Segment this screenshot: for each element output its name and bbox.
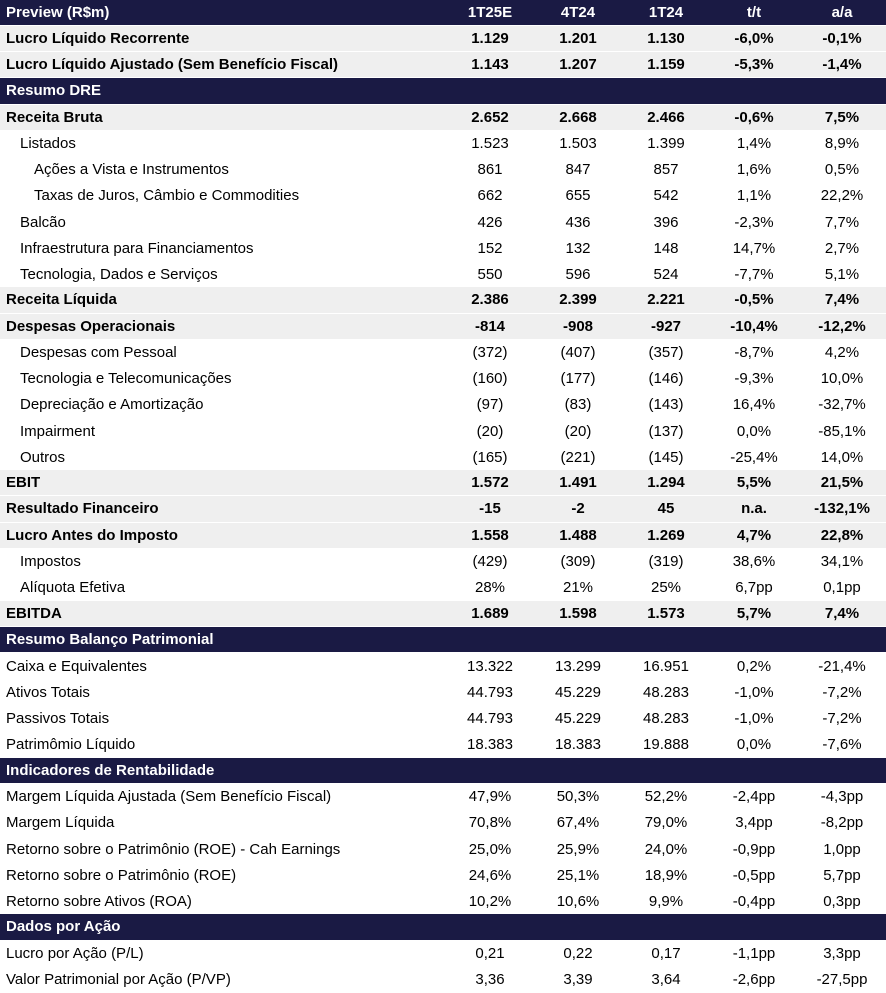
cell-value-aa: -32,7% [818, 396, 866, 414]
cell-value-1t25e: (97) [476, 396, 504, 414]
cell-value-aa: 5,1% [824, 265, 860, 283]
cell-value-1t25e: 70,8% [468, 814, 512, 832]
cell-value-tt: 0,0% [736, 736, 772, 754]
cell-value-4t24: (177) [560, 370, 596, 388]
row-label: Valor Patrimonial por Ação (P/VP) [6, 971, 231, 989]
cell-value-tt: -7,7% [734, 265, 774, 283]
cell-value-tt: 3,4pp [735, 814, 773, 832]
cell-value-aa: 7,4% [824, 291, 860, 309]
cell-value-aa: 0,3pp [823, 892, 861, 910]
cell-value-tt: 1,6% [736, 161, 772, 179]
cell-value-4t24: 2.668 [559, 108, 597, 126]
cell-value-1t25e: 0,21 [475, 945, 505, 963]
table-row [0, 888, 886, 914]
table-row [0, 679, 886, 705]
cell-value-tt: -9,3% [734, 370, 774, 388]
cell-value-1t24: 2.466 [647, 108, 685, 126]
table-row [0, 52, 886, 78]
cell-value-aa: 2,7% [824, 239, 860, 257]
column-header-1t24: 1T24 [648, 4, 684, 22]
cell-value-1t25e: 2.386 [471, 291, 509, 309]
row-label: Margem Líquida [6, 814, 115, 832]
cell-value-1t24: 3,64 [651, 971, 681, 989]
cell-value-4t24: 50,3% [556, 788, 600, 806]
row-label: Retorno sobre Ativos (ROA) [6, 892, 192, 910]
row-label: Outros [20, 448, 66, 466]
table-row [0, 261, 886, 287]
cell-value-4t24: 21% [562, 579, 594, 597]
cell-value-4t24: 1.598 [559, 604, 597, 622]
cell-value-4t24: 847 [565, 161, 591, 179]
section-header-row [0, 758, 886, 784]
table-row [0, 496, 886, 522]
cell-value-tt: -0,5% [734, 291, 774, 309]
cell-value-1t25e: 24,6% [468, 866, 512, 884]
cell-value-aa: 14,0% [820, 448, 864, 466]
cell-value-1t25e: 1.558 [471, 526, 509, 544]
table-row [0, 575, 886, 601]
row-label: Taxas de Juros, Câmbio e Commodities [34, 187, 300, 205]
cell-value-tt: -25,4% [730, 448, 778, 466]
row-label: Impostos [20, 553, 81, 571]
table-row [0, 967, 886, 993]
cell-value-4t24: 1.201 [559, 30, 597, 48]
cell-value-1t25e: 152 [477, 239, 503, 257]
cell-value-1t25e: 44.793 [467, 683, 513, 701]
cell-value-1t24: 148 [653, 239, 679, 257]
table-row [0, 287, 886, 313]
row-label: Infraestrutura para Financiamentos [20, 239, 254, 257]
table-row [0, 705, 886, 731]
row-label: Lucro Líquido Recorrente [6, 30, 190, 48]
table-row [0, 209, 886, 235]
cell-value-tt: -10,4% [730, 317, 778, 335]
row-label: Receita Líquida [6, 291, 117, 309]
cell-value-1t24: 1.294 [647, 474, 685, 492]
cell-value-1t25e: -814 [474, 317, 506, 335]
cell-value-1t24: 396 [653, 213, 679, 231]
cell-value-4t24: (83) [564, 396, 592, 414]
row-label: Retorno sobre o Patrimônio (ROE) - Cah Earnings [6, 840, 341, 858]
cell-value-1t24: 52,2% [644, 788, 688, 806]
cell-value-tt: -6,0% [734, 30, 774, 48]
cell-value-aa: 21,5% [820, 474, 864, 492]
cell-value-aa: 3,3pp [823, 945, 861, 963]
table-row [0, 444, 886, 470]
table-row [0, 836, 886, 862]
row-label: Despesas com Pessoal [20, 344, 177, 362]
cell-value-aa: 4,2% [824, 344, 860, 362]
cell-value-tt: -0,4pp [732, 892, 776, 910]
column-header-1t25e: 1T25E [467, 4, 513, 22]
row-label: Caixa e Equivalentes [6, 657, 147, 675]
table-row [0, 131, 886, 157]
cell-value-1t24: 25% [650, 579, 682, 597]
row-label: Impairment [20, 422, 96, 440]
cell-value-4t24: 3,39 [563, 971, 593, 989]
cell-value-tt: -2,4pp [732, 788, 776, 806]
cell-value-1t25e: 25,0% [468, 840, 512, 858]
cell-value-tt: 0,0% [736, 422, 772, 440]
cell-value-4t24: 1.488 [559, 526, 597, 544]
cell-value-tt: 0,2% [736, 657, 772, 675]
cell-value-tt: -1,0% [734, 709, 774, 727]
cell-value-1t25e: 861 [477, 161, 503, 179]
cell-value-1t24: 16.951 [643, 657, 689, 675]
cell-value-1t25e: 426 [477, 213, 503, 231]
row-label: Lucro Líquido Ajustado (Sem Benefício Fiscal) [6, 56, 338, 74]
row-label: Resultado Financeiro [6, 500, 159, 518]
cell-value-tt: 16,4% [732, 396, 776, 414]
cell-value-4t24: -2 [571, 500, 585, 518]
cell-value-aa: -7,2% [822, 683, 862, 701]
cell-value-tt: 5,7% [736, 604, 772, 622]
cell-value-tt: -0,9pp [732, 840, 776, 858]
cell-value-1t24: (357) [648, 344, 684, 362]
cell-value-1t25e: (160) [472, 370, 508, 388]
cell-value-1t24: (137) [648, 422, 684, 440]
cell-value-1t24: 1.573 [647, 604, 685, 622]
table-row [0, 418, 886, 444]
row-label: Receita Bruta [6, 108, 103, 126]
cell-value-tt: n.a. [741, 500, 767, 518]
cell-value-aa: 1,0pp [823, 840, 861, 858]
cell-value-1t25e: 28% [474, 579, 506, 597]
table-body [0, 26, 886, 993]
table-row [0, 862, 886, 888]
cell-value-1t24: 45 [657, 500, 675, 518]
cell-value-aa: -27,5pp [816, 971, 868, 989]
row-label: Depreciação e Amortização [20, 396, 204, 414]
cell-value-4t24: 25,9% [556, 840, 600, 858]
cell-value-1t25e: 1.523 [471, 135, 509, 153]
cell-value-1t24: (319) [648, 553, 684, 571]
table-row [0, 235, 886, 261]
cell-value-tt: -0,5pp [732, 866, 776, 884]
cell-value-1t24: (143) [648, 396, 684, 414]
cell-value-1t24: 48.283 [643, 709, 689, 727]
table-row [0, 314, 886, 340]
cell-value-4t24: (221) [560, 448, 596, 466]
table-row [0, 941, 886, 967]
cell-value-aa: 5,7pp [823, 866, 861, 884]
table-row [0, 105, 886, 131]
cell-value-1t25e: 47,9% [468, 788, 512, 806]
cell-value-4t24: 13.299 [555, 657, 601, 675]
cell-value-1t25e: (372) [472, 344, 508, 362]
cell-value-1t25e: 10,2% [468, 892, 512, 910]
cell-value-1t25e: (165) [472, 448, 508, 466]
cell-value-tt: 4,7% [736, 526, 772, 544]
cell-value-1t25e: 2.652 [471, 108, 509, 126]
cell-value-1t25e: 1.143 [471, 56, 509, 74]
cell-value-1t24: 857 [653, 161, 679, 179]
cell-value-tt: 1,4% [736, 135, 772, 153]
cell-value-aa: 0,5% [824, 161, 860, 179]
cell-value-4t24: 10,6% [556, 892, 600, 910]
table-row [0, 340, 886, 366]
row-label: Lucro Antes do Imposto [6, 526, 178, 544]
table-row [0, 392, 886, 418]
table-row [0, 810, 886, 836]
row-label: Ativos Totais [6, 683, 90, 701]
cell-value-tt: -0,6% [734, 108, 774, 126]
cell-value-1t24: 48.283 [643, 683, 689, 701]
section-header-row [0, 627, 886, 653]
cell-value-aa: 7,4% [824, 604, 860, 622]
cell-value-tt: -2,3% [734, 213, 774, 231]
cell-value-1t24: 0,17 [651, 945, 681, 963]
cell-value-4t24: 655 [565, 187, 591, 205]
table-row [0, 732, 886, 758]
cell-value-4t24: 436 [565, 213, 591, 231]
cell-value-1t25e: 44.793 [467, 709, 513, 727]
cell-value-1t25e: -15 [479, 500, 501, 518]
cell-value-1t24: (146) [648, 370, 684, 388]
cell-value-1t25e: 18.383 [467, 736, 513, 754]
column-header-tt: t/t [746, 4, 762, 22]
cell-value-tt: 5,5% [736, 474, 772, 492]
cell-value-4t24: (309) [560, 553, 596, 571]
cell-value-aa: -1,4% [822, 56, 862, 74]
table-row [0, 601, 886, 627]
cell-value-aa: -21,4% [818, 657, 866, 675]
cell-value-aa: 22,2% [820, 187, 864, 205]
table-header-row [0, 0, 886, 26]
row-label: Balcão [20, 213, 66, 231]
row-label: Resumo DRE [6, 82, 102, 100]
table-row [0, 470, 886, 496]
cell-value-4t24: (20) [564, 422, 592, 440]
cell-value-tt: 38,6% [732, 553, 776, 571]
cell-value-1t24: 18,9% [644, 866, 688, 884]
row-label: Indicadores de Rentabilidade [6, 761, 215, 779]
cell-value-aa: 8,9% [824, 135, 860, 153]
cell-value-tt: 6,7pp [735, 579, 773, 597]
cell-value-4t24: 1.503 [559, 135, 597, 153]
table-row [0, 784, 886, 810]
cell-value-1t24: (145) [648, 448, 684, 466]
row-label: Passivos Totais [6, 709, 110, 727]
cell-value-4t24: 2.399 [559, 291, 597, 309]
row-label: Despesas Operacionais [6, 317, 176, 335]
row-label: EBITDA [6, 604, 62, 622]
table-row [0, 183, 886, 209]
table-row [0, 157, 886, 183]
cell-value-1t24: 9,9% [648, 892, 684, 910]
cell-value-1t25e: 1.689 [471, 604, 509, 622]
cell-value-1t24: -927 [650, 317, 682, 335]
row-label: Margem Líquida Ajustada (Sem Benefício Fiscal) [6, 788, 332, 806]
cell-value-tt: -1,0% [734, 683, 774, 701]
cell-value-1t24: 1.269 [647, 526, 685, 544]
table-row [0, 549, 886, 575]
cell-value-4t24: 132 [565, 239, 591, 257]
cell-value-aa: -7,2% [822, 709, 862, 727]
row-label: Retorno sobre o Patrimônio (ROE) [6, 866, 237, 884]
cell-value-aa: 10,0% [820, 370, 864, 388]
cell-value-4t24: 45.229 [555, 709, 601, 727]
cell-value-1t24: 79,0% [644, 814, 688, 832]
row-label: Tecnologia e Telecomunicações [20, 370, 232, 388]
cell-value-4t24: 67,4% [556, 814, 600, 832]
row-label: Ações a Vista e Instrumentos [34, 161, 229, 179]
cell-value-4t24: 18.383 [555, 736, 601, 754]
cell-value-1t25e: 3,36 [475, 971, 505, 989]
table-title: Preview (R$m) [6, 4, 110, 22]
row-label: Listados [20, 135, 76, 153]
cell-value-4t24: -908 [562, 317, 594, 335]
table-row [0, 523, 886, 549]
cell-value-aa: -8,2pp [820, 814, 864, 832]
section-header-row [0, 914, 886, 940]
cell-value-4t24: (407) [560, 344, 596, 362]
cell-value-tt: 1,1% [736, 187, 772, 205]
row-label: Alíquota Efetiva [20, 579, 126, 597]
cell-value-1t24: 1.399 [647, 135, 685, 153]
row-label: Patrimômio Líquido [6, 736, 136, 754]
cell-value-aa: -7,6% [822, 736, 862, 754]
table-row [0, 653, 886, 679]
cell-value-4t24: 1.491 [559, 474, 597, 492]
cell-value-1t24: 524 [653, 265, 679, 283]
cell-value-4t24: 25,1% [556, 866, 600, 884]
cell-value-tt: -2,6pp [732, 971, 776, 989]
column-header-4t24: 4T24 [560, 4, 596, 22]
cell-value-tt: 14,7% [732, 239, 776, 257]
cell-value-1t25e: 13.322 [467, 657, 513, 675]
cell-value-1t25e: 662 [477, 187, 503, 205]
table-row [0, 26, 886, 52]
cell-value-tt: -5,3% [734, 56, 774, 74]
cell-value-4t24: 596 [565, 265, 591, 283]
cell-value-1t25e: (429) [472, 553, 508, 571]
cell-value-aa: -0,1% [822, 30, 862, 48]
cell-value-1t24: 542 [653, 187, 679, 205]
section-header-row [0, 78, 886, 104]
cell-value-aa: -132,1% [814, 500, 870, 518]
cell-value-aa: -4,3pp [820, 788, 864, 806]
cell-value-1t24: 24,0% [644, 840, 688, 858]
table-row [0, 366, 886, 392]
cell-value-4t24: 0,22 [563, 945, 593, 963]
row-label: Lucro por Ação (P/L) [6, 945, 144, 963]
cell-value-aa: -85,1% [818, 422, 866, 440]
cell-value-1t24: 19.888 [643, 736, 689, 754]
cell-value-1t24: 1.159 [647, 56, 685, 74]
row-label: Resumo Balanço Patrimonial [6, 631, 214, 649]
cell-value-1t25e: (20) [476, 422, 504, 440]
cell-value-aa: 22,8% [820, 526, 864, 544]
cell-value-4t24: 45.229 [555, 683, 601, 701]
row-label: EBIT [6, 474, 41, 492]
cell-value-aa: 0,1pp [823, 579, 861, 597]
cell-value-tt: -8,7% [734, 344, 774, 362]
row-label: Tecnologia, Dados e Serviços [20, 265, 218, 283]
cell-value-aa: -12,2% [818, 317, 866, 335]
cell-value-tt: -1,1pp [732, 945, 776, 963]
cell-value-1t25e: 550 [477, 265, 503, 283]
column-header-aa: a/a [831, 4, 853, 22]
cell-value-aa: 34,1% [820, 553, 864, 571]
row-label: Dados por Ação [6, 918, 121, 936]
cell-value-1t24: 2.221 [647, 291, 685, 309]
cell-value-aa: 7,5% [824, 108, 860, 126]
cell-value-1t25e: 1.129 [471, 30, 509, 48]
cell-value-1t24: 1.130 [647, 30, 685, 48]
cell-value-aa: 7,7% [824, 213, 860, 231]
cell-value-1t25e: 1.572 [471, 474, 509, 492]
cell-value-4t24: 1.207 [559, 56, 597, 74]
